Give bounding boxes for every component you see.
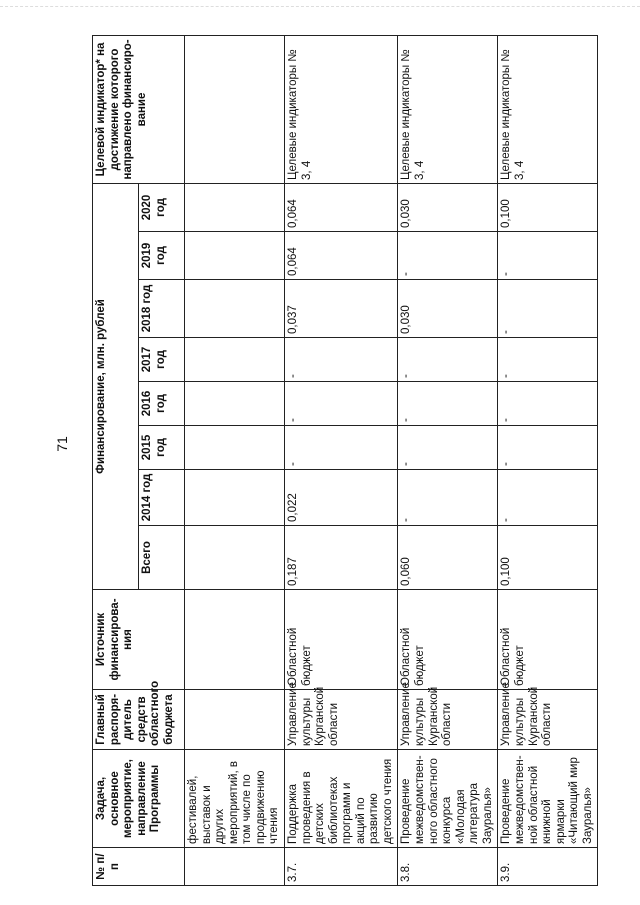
cell-num: 3.8. bbox=[398, 848, 498, 886]
table-row bbox=[284, 35, 398, 885]
cell-manager: Управление культуры Курганской области bbox=[398, 690, 498, 750]
rotated-table-container bbox=[92, 36, 594, 886]
cell-2018: - bbox=[498, 280, 598, 338]
cell-source: Областной бюджет bbox=[398, 590, 498, 690]
cell-2017: - bbox=[284, 338, 398, 382]
cell-indicator: Целевые индикаторы № 3, 4 bbox=[284, 35, 398, 183]
cell-total: 0,187 bbox=[284, 526, 398, 590]
cell-2014 bbox=[185, 470, 285, 526]
cell-indicator bbox=[185, 35, 285, 183]
header-financing-group: Финансирование, млн. рублей bbox=[93, 183, 139, 589]
header-row-1 bbox=[93, 35, 139, 885]
cell-2019: - bbox=[398, 232, 498, 280]
financing-table bbox=[92, 35, 598, 886]
cell-2016: - bbox=[398, 382, 498, 426]
table-row bbox=[498, 35, 598, 885]
header-year-2019: 2019 год bbox=[139, 232, 185, 280]
cell-manager bbox=[185, 690, 285, 750]
header-year-2018: 2018 год bbox=[139, 280, 185, 338]
cell-indicator: Целевые индикаторы № 3, 4 bbox=[398, 35, 498, 183]
cell-2014: - bbox=[398, 470, 498, 526]
cell-2016: - bbox=[284, 382, 398, 426]
cell-2020: 0,100 bbox=[498, 183, 598, 231]
cell-num: 3.9. bbox=[498, 848, 598, 886]
header-task: Задача, основное мероприятие, направление Программы bbox=[93, 750, 185, 848]
table-row bbox=[185, 35, 285, 885]
cell-source: Областной бюджет bbox=[498, 590, 598, 690]
cell-2015: - bbox=[498, 426, 598, 470]
cell-task: Поддержка проведения в детских библиотеках программ и акций по развитию детского чтения bbox=[284, 750, 398, 848]
cell-2018: 0,037 bbox=[284, 280, 398, 338]
cell-source bbox=[185, 590, 285, 690]
cell-total: 0,100 bbox=[498, 526, 598, 590]
cell-total bbox=[185, 526, 285, 590]
cell-2017: - bbox=[398, 338, 498, 382]
cell-2015: - bbox=[398, 426, 498, 470]
cell-2019 bbox=[185, 232, 285, 280]
cell-num bbox=[185, 848, 285, 886]
cell-2016: - bbox=[498, 382, 598, 426]
cell-task: фестивалей, выставок и других мероприятий, в том числе по продвижению чтения bbox=[185, 750, 285, 848]
cell-total: 0,060 bbox=[398, 526, 498, 590]
header-year-2016: 2016 год bbox=[139, 382, 185, 426]
cell-source: Областной бюджет bbox=[284, 590, 398, 690]
cell-2019: - bbox=[498, 232, 598, 280]
header-year-2017: 2017 год bbox=[139, 338, 185, 382]
cell-2017 bbox=[185, 338, 285, 382]
cell-2015 bbox=[185, 426, 285, 470]
table-row bbox=[398, 35, 498, 885]
cell-num: 3.7. bbox=[284, 848, 398, 886]
header-total: Всего bbox=[139, 526, 185, 590]
header-year-2020: 2020 год bbox=[139, 183, 185, 231]
header-indicator: Целевой индикатор* на достижение которого направлено финансиро-вание bbox=[93, 35, 185, 183]
cell-indicator: Целевые индикаторы № 3, 4 bbox=[498, 35, 598, 183]
page-number: 71 bbox=[54, 436, 70, 452]
rotated-page bbox=[92, 36, 594, 886]
cell-2017: - bbox=[498, 338, 598, 382]
header-manager: Главный распоря-дитель средств областного бюджета bbox=[93, 690, 185, 750]
cell-task: Проведение межведомствен-ной областной книжной ярмарки «Читающий мир Зауралья» bbox=[498, 750, 598, 848]
header-num: № п/п bbox=[93, 848, 185, 886]
cell-manager: Управление культуры Курганской области bbox=[284, 690, 398, 750]
header-year-2015: 2015 год bbox=[139, 426, 185, 470]
scan-artifact-line bbox=[0, 6, 640, 8]
cell-2014: 0,022 bbox=[284, 470, 398, 526]
cell-2020 bbox=[185, 183, 285, 231]
cell-2014: - bbox=[498, 470, 598, 526]
cell-2020: 0,030 bbox=[398, 183, 498, 231]
header-source: Источник финансирова-ния bbox=[93, 590, 185, 690]
cell-2019: 0,064 bbox=[284, 232, 398, 280]
cell-2020: 0,064 bbox=[284, 183, 398, 231]
cell-2016 bbox=[185, 382, 285, 426]
cell-task: Проведение межведомствен-ного областного конкурса «Молодая литература Зауралья» bbox=[398, 750, 498, 848]
header-year-2014: 2014 год bbox=[139, 470, 185, 526]
cell-2015: - bbox=[284, 426, 398, 470]
cell-2018 bbox=[185, 280, 285, 338]
cell-manager: Управление культуры Курганской области bbox=[498, 690, 598, 750]
cell-2018: 0,030 bbox=[398, 280, 498, 338]
